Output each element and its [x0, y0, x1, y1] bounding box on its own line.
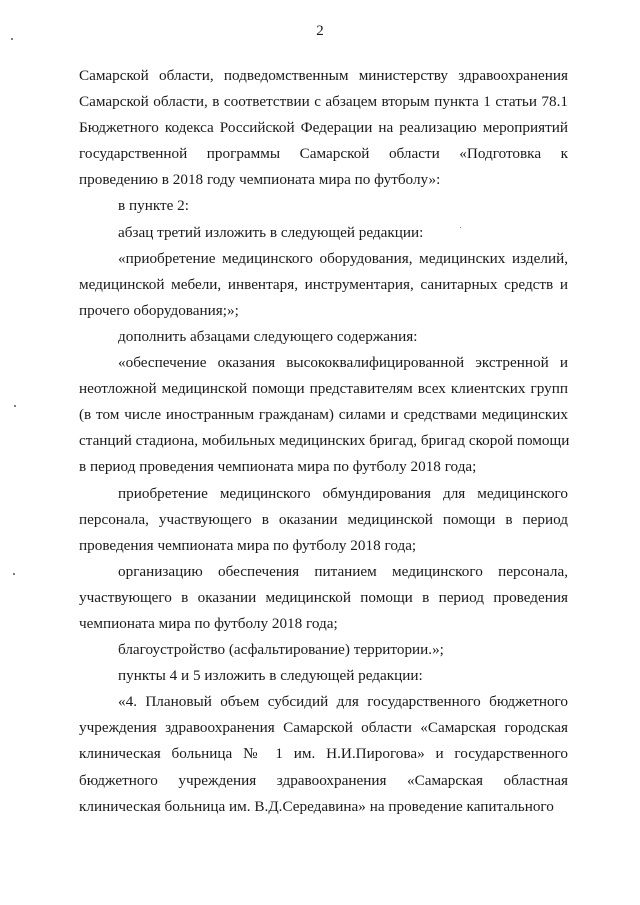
text-line: Самарской области, в соответствии с абзацем вторым пункта 1 статьи 78.1: [79, 93, 568, 111]
text-line: «4. Плановый объем субсидий для государственного бюджетного: [118, 693, 568, 711]
text-line: приобретение медицинского обмундирования для медицинского: [118, 484, 568, 502]
text-line: бюджетного учреждения здравоохранения «Самарская областная: [79, 771, 568, 789]
text-line: абзац третий изложить в следующей редакции:: [118, 223, 424, 241]
text-line: чемпионата мира по футболу 2018 года;: [79, 614, 338, 632]
paragraph: [79, 246, 568, 324]
text-line: персонала, участвующего в оказании медицинской помощи в период: [79, 510, 568, 528]
text-line: клиническая больница им. В.Д.Середавина» на проведение капитального: [79, 797, 554, 815]
text-line: «приобретение медицинского оборудования, медицинских изделий,: [118, 249, 568, 267]
text-line: учреждения здравоохранения Самарской области «Самарская городская: [79, 719, 568, 737]
scan-speck: [13, 573, 15, 575]
scan-speck: [11, 38, 13, 40]
text-line: организацию обеспечения питанием медицинского персонала,: [118, 562, 568, 580]
text-line: дополнить абзацами следующего содержания:: [118, 327, 418, 345]
text-line: станций стадиона, мобильных медицинских бригад, бригад скорой помощи: [79, 432, 570, 450]
text-line: (в том числе иностранным гражданам) силами и средствами медицинских: [79, 406, 568, 424]
paragraph: [79, 559, 568, 637]
text-line: Бюджетного кодекса Российской Федерации на реализацию мероприятий: [79, 119, 568, 137]
text-line: участвующего в оказании медицинской помощи в период проведения: [79, 588, 568, 606]
text-line: клиническая больница № 1 им. Н.И.Пирогова» и государственного: [79, 745, 568, 763]
paragraph: [79, 63, 568, 193]
paragraph: [79, 324, 568, 350]
text-line: проведению в 2018 году чемпионата мира по футболу»:: [79, 171, 441, 189]
text-line: государственной программы Самарской области «Подготовка к: [79, 145, 568, 163]
paragraph: [79, 663, 568, 689]
text-line: в пункте 2:: [118, 197, 189, 215]
text-line: медицинской мебели, инвентаря, инструментария, санитарных средств и: [79, 275, 568, 293]
text-line: благоустройство (асфальтирование) территории.»;: [118, 641, 444, 659]
scan-speck: [460, 227, 461, 228]
paragraph: [79, 220, 568, 246]
text-line: прочего оборудования;»;: [79, 301, 239, 319]
page-number: 2: [316, 23, 324, 39]
paragraph: [79, 193, 568, 219]
text-line: пункты 4 и 5 изложить в следующей редакции:: [118, 667, 423, 685]
text-line: неотложной медицинской помощи представителям всех клиентских групп: [79, 380, 568, 398]
paragraph: [79, 481, 568, 559]
text-line: проведения чемпионата мира по футболу 2018 года;: [79, 536, 417, 554]
text-line: Самарской области, подведомственным министерству здравоохранения: [79, 67, 568, 84]
document-body: [79, 63, 568, 820]
paragraph: [79, 689, 568, 819]
text-line: «обеспечение оказания высококвалифицированной экстренной и: [118, 354, 568, 372]
text-line: в период проведения чемпионата мира по футболу 2018 года;: [79, 458, 477, 476]
scan-speck: [14, 405, 16, 407]
paragraph: [79, 350, 568, 480]
paragraph: [79, 637, 568, 663]
